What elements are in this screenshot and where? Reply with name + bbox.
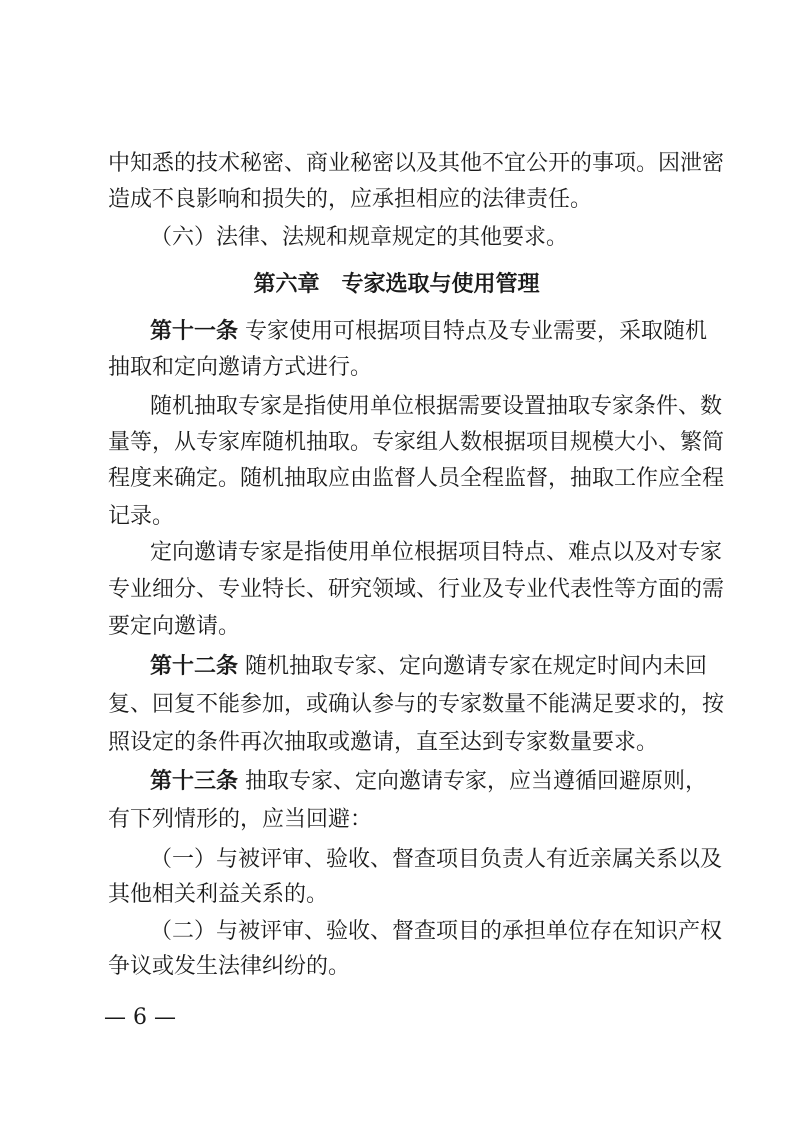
article-11	[150, 315, 793, 349]
paragraph-line: 有下列情形的，应当回避：	[108, 807, 373, 832]
paragraph-line: 随机抽取专家是指使用单位根据需要设置抽取专家条件、数	[150, 394, 723, 419]
chapter-number: 第六章	[253, 272, 320, 297]
article-text: 专家使用可根据项目特点及专业需要，采取随机	[245, 319, 708, 344]
page-number: — 6 —	[104, 1005, 176, 1030]
article-label: 第十二条	[150, 654, 239, 679]
paragraph-line: 造成不良影响和损失的，应承担相应的法律责任。	[108, 187, 593, 212]
list-item-1: （一）与被评审、验收、督查项目负责人有近亲属关系以及	[150, 847, 723, 872]
article-13	[150, 765, 793, 799]
article-label: 第十三条	[150, 769, 239, 794]
list-item-2: （二）与被评审、验收、督查项目的承担单位存在知识产权	[150, 919, 723, 944]
chapter-heading	[0, 268, 793, 302]
paragraph-line: 抽取和定向邀请方式进行。	[108, 355, 373, 380]
paragraph-line: 复、回复不能参加，或确认参与的专家数量不能满足要求的，按	[108, 692, 725, 717]
paragraph-line: 程度来确定。随机抽取应由监督人员全程监督，抽取工作应全程	[108, 466, 725, 491]
article-label: 第十一条	[150, 319, 239, 344]
article-12	[150, 650, 793, 684]
paragraph-line: 要定向邀请。	[108, 614, 241, 639]
list-item-6: （六）法律、法规和规章规定的其他要求。	[150, 225, 569, 250]
paragraph-line: 记录。	[108, 504, 175, 529]
paragraph-line: 专业细分、专业特长、研究领域、行业及专业代表性等方面的需	[108, 577, 725, 602]
chapter-title: 专家选取与使用管理	[341, 272, 540, 297]
article-text: 抽取专家、定向邀请专家，应当遵循回避原则，	[245, 769, 708, 794]
paragraph-line: 量等，从专家库随机抽取。专家组人数根据项目规模大小、繁简	[108, 430, 725, 455]
paragraph-line: 其他相关利益关系的。	[108, 882, 329, 907]
paragraph-line: 中知悉的技术秘密、商业秘密以及其他不宜公开的事项。因泄密	[108, 151, 725, 176]
article-text: 随机抽取专家、定向邀请专家在规定时间内未回	[245, 654, 708, 679]
paragraph-line: 争议或发生法律纠纷的。	[108, 954, 351, 979]
paragraph-line: 定向邀请专家是指使用单位根据项目特点、难点以及对专家	[150, 540, 723, 565]
paragraph-line: 照设定的条件再次抽取或邀请，直至达到专家数量要求。	[108, 730, 659, 755]
